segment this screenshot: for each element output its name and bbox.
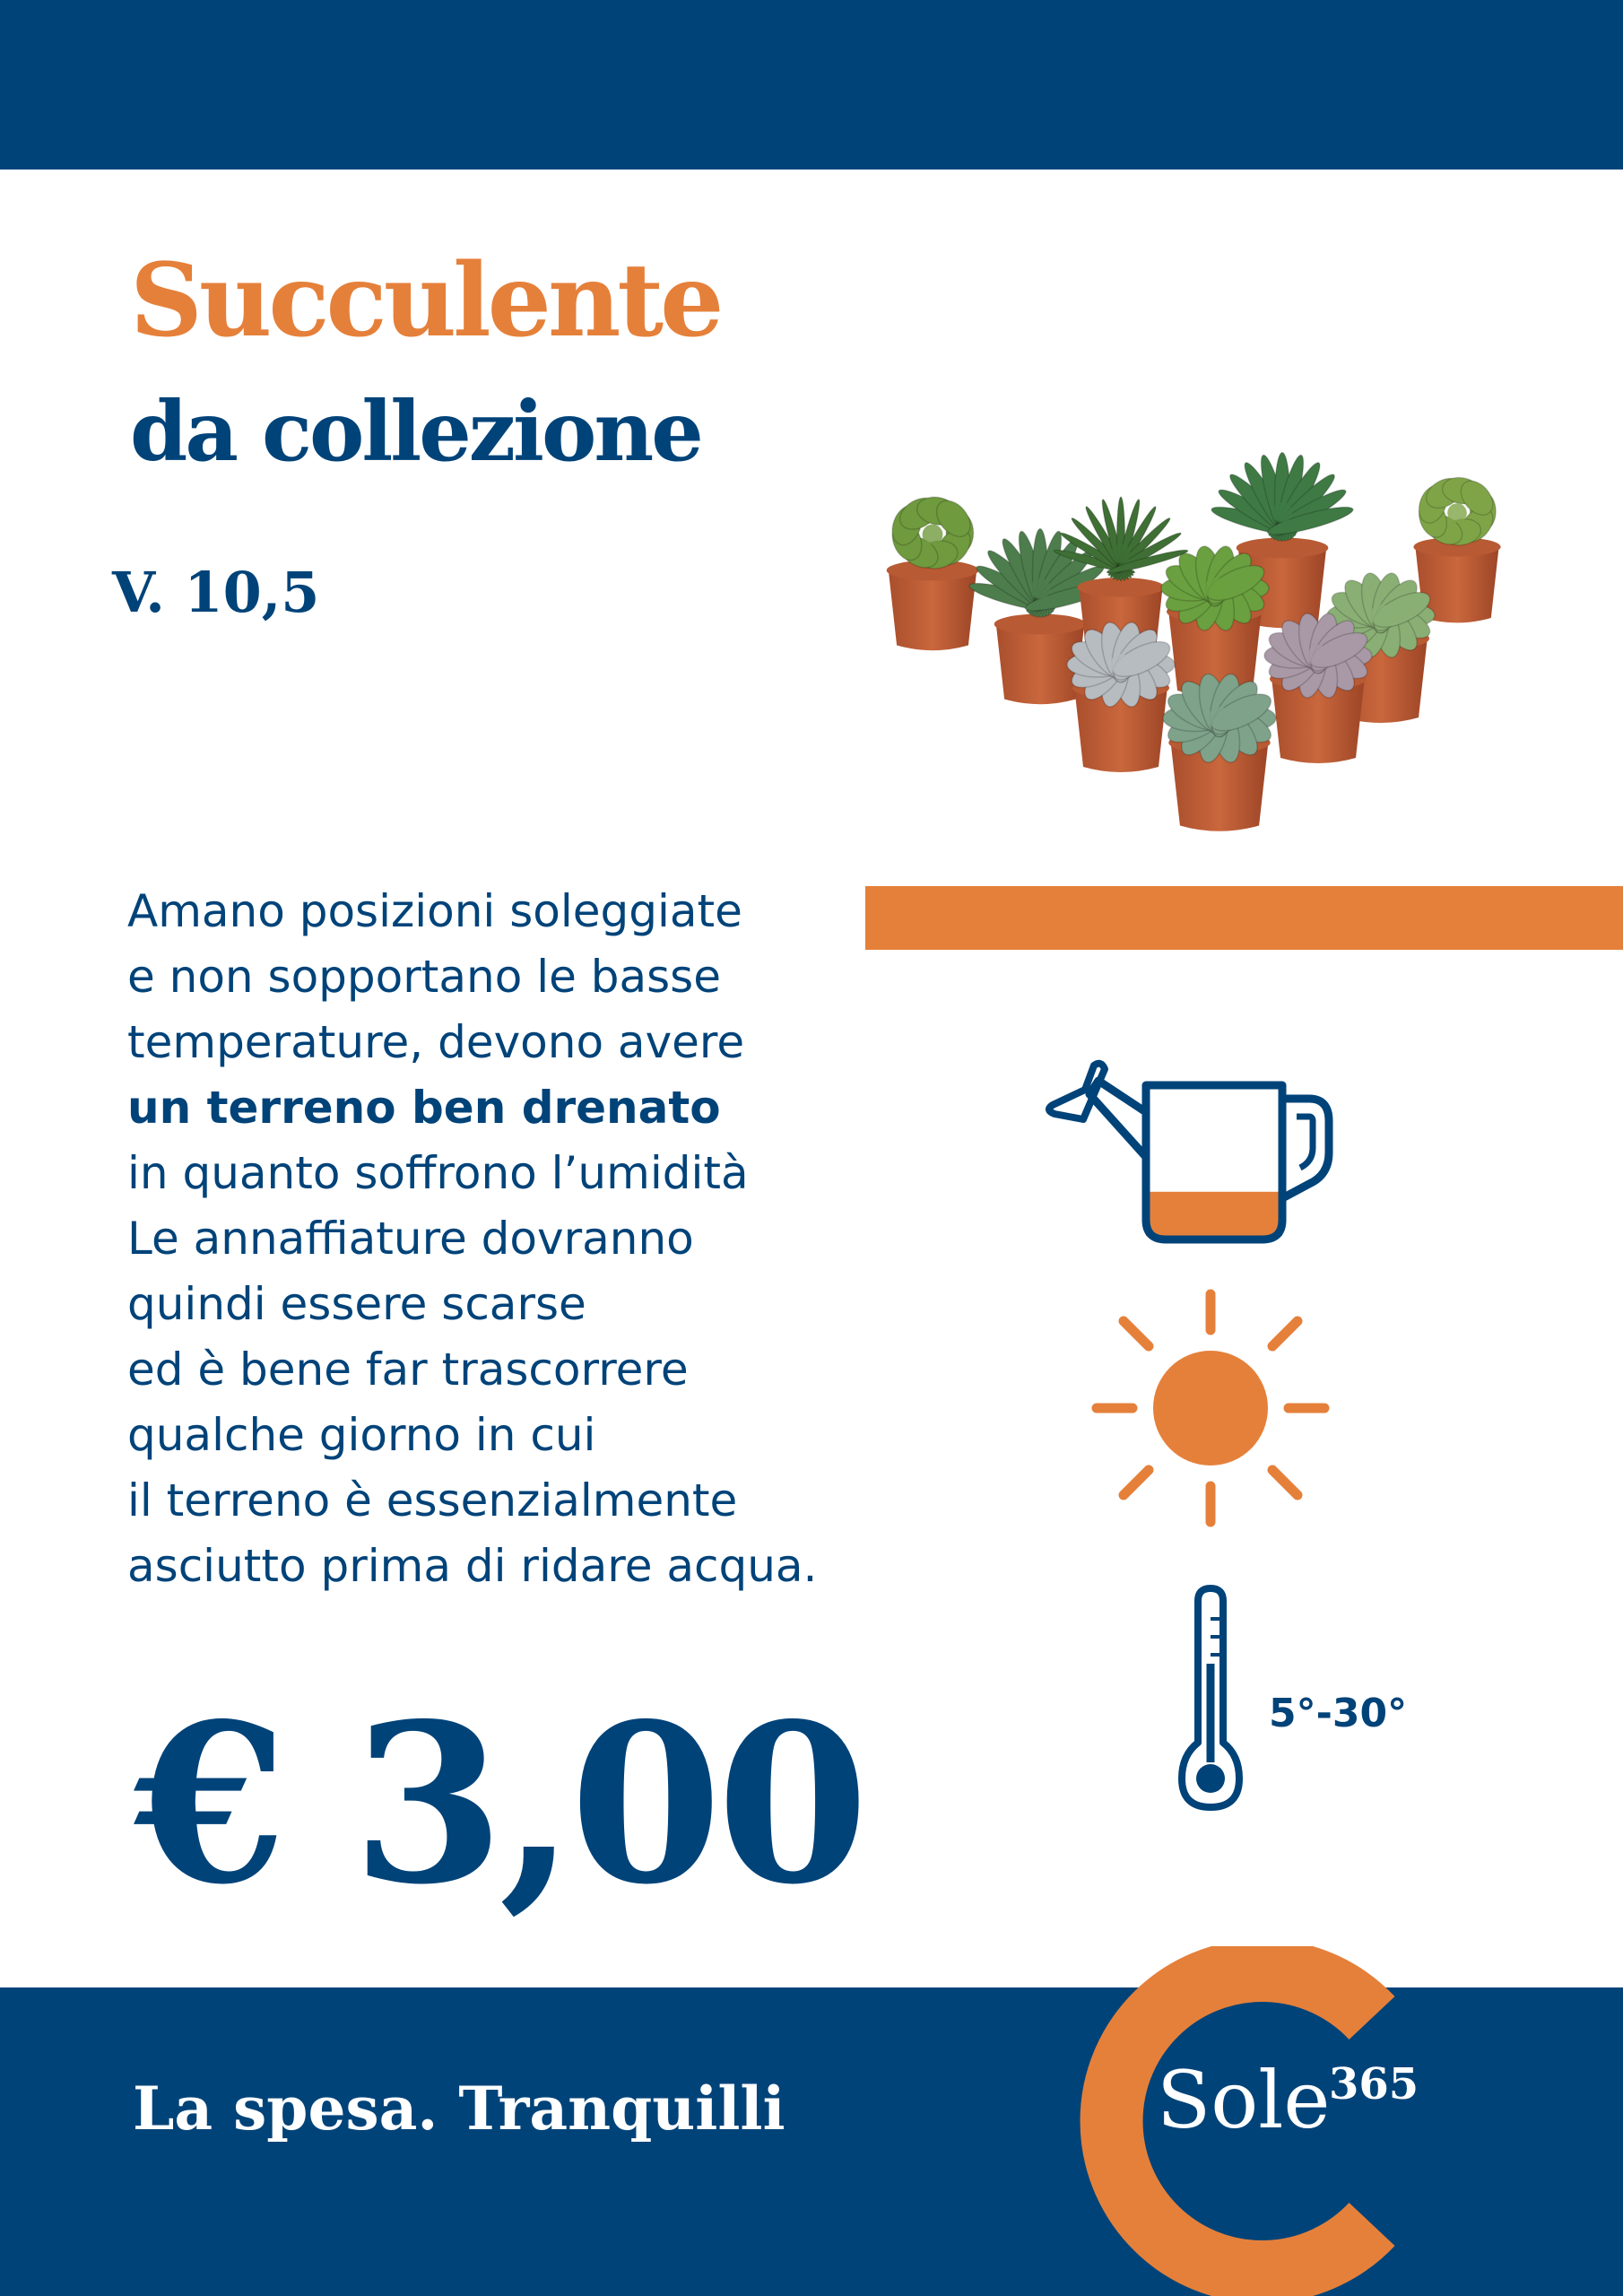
top-banner — [0, 0, 1623, 170]
product-subtitle: da collezione — [130, 383, 701, 480]
sun-icon — [1089, 1287, 1332, 1529]
description-line: qualche giorno in cui — [127, 1409, 596, 1461]
thermometer-icon — [1175, 1583, 1246, 1818]
watering-can-icon — [1040, 1049, 1350, 1251]
temperature-range: 5°-30° — [1269, 1691, 1408, 1736]
succulent-pot — [1264, 611, 1372, 763]
description-line: Le annaffiature dovranno — [127, 1213, 694, 1265]
succulent-pot — [1163, 671, 1276, 831]
description-line: asciutto prima di ridare acqua. — [127, 1540, 818, 1592]
logo-superscript: 365 — [1329, 2059, 1419, 2109]
pot-size: V. 10,5 — [112, 560, 320, 625]
succulents-photo — [861, 444, 1560, 852]
description-line: e non sopportano le basse — [127, 951, 721, 1003]
description-line-highlight: un terreno ben drenato — [127, 1082, 721, 1134]
succulent-pot — [1067, 620, 1175, 772]
footer-slogan: La spesa. Tranquilli — [133, 2074, 785, 2144]
description-line: in quanto soffrono l’umidità — [127, 1147, 749, 1199]
succulent-pot — [887, 491, 979, 650]
description-line: quindi essere scarse — [127, 1278, 586, 1330]
care-description — [127, 879, 863, 1599]
description-line: ed è bene far trascorrere — [127, 1344, 689, 1396]
succulent-pot — [1161, 544, 1269, 696]
description-line: Amano posizioni soleggiate — [127, 885, 742, 937]
description-line: il terreno è essenzialmente — [127, 1474, 738, 1526]
logo-name: Sole — [1157, 2054, 1331, 2146]
price: € 3,00 — [135, 1675, 864, 1933]
description-line: temperature, devono avere — [127, 1016, 745, 1068]
orange-accent-strip — [865, 886, 1623, 950]
product-title: Succulente — [130, 242, 721, 360]
